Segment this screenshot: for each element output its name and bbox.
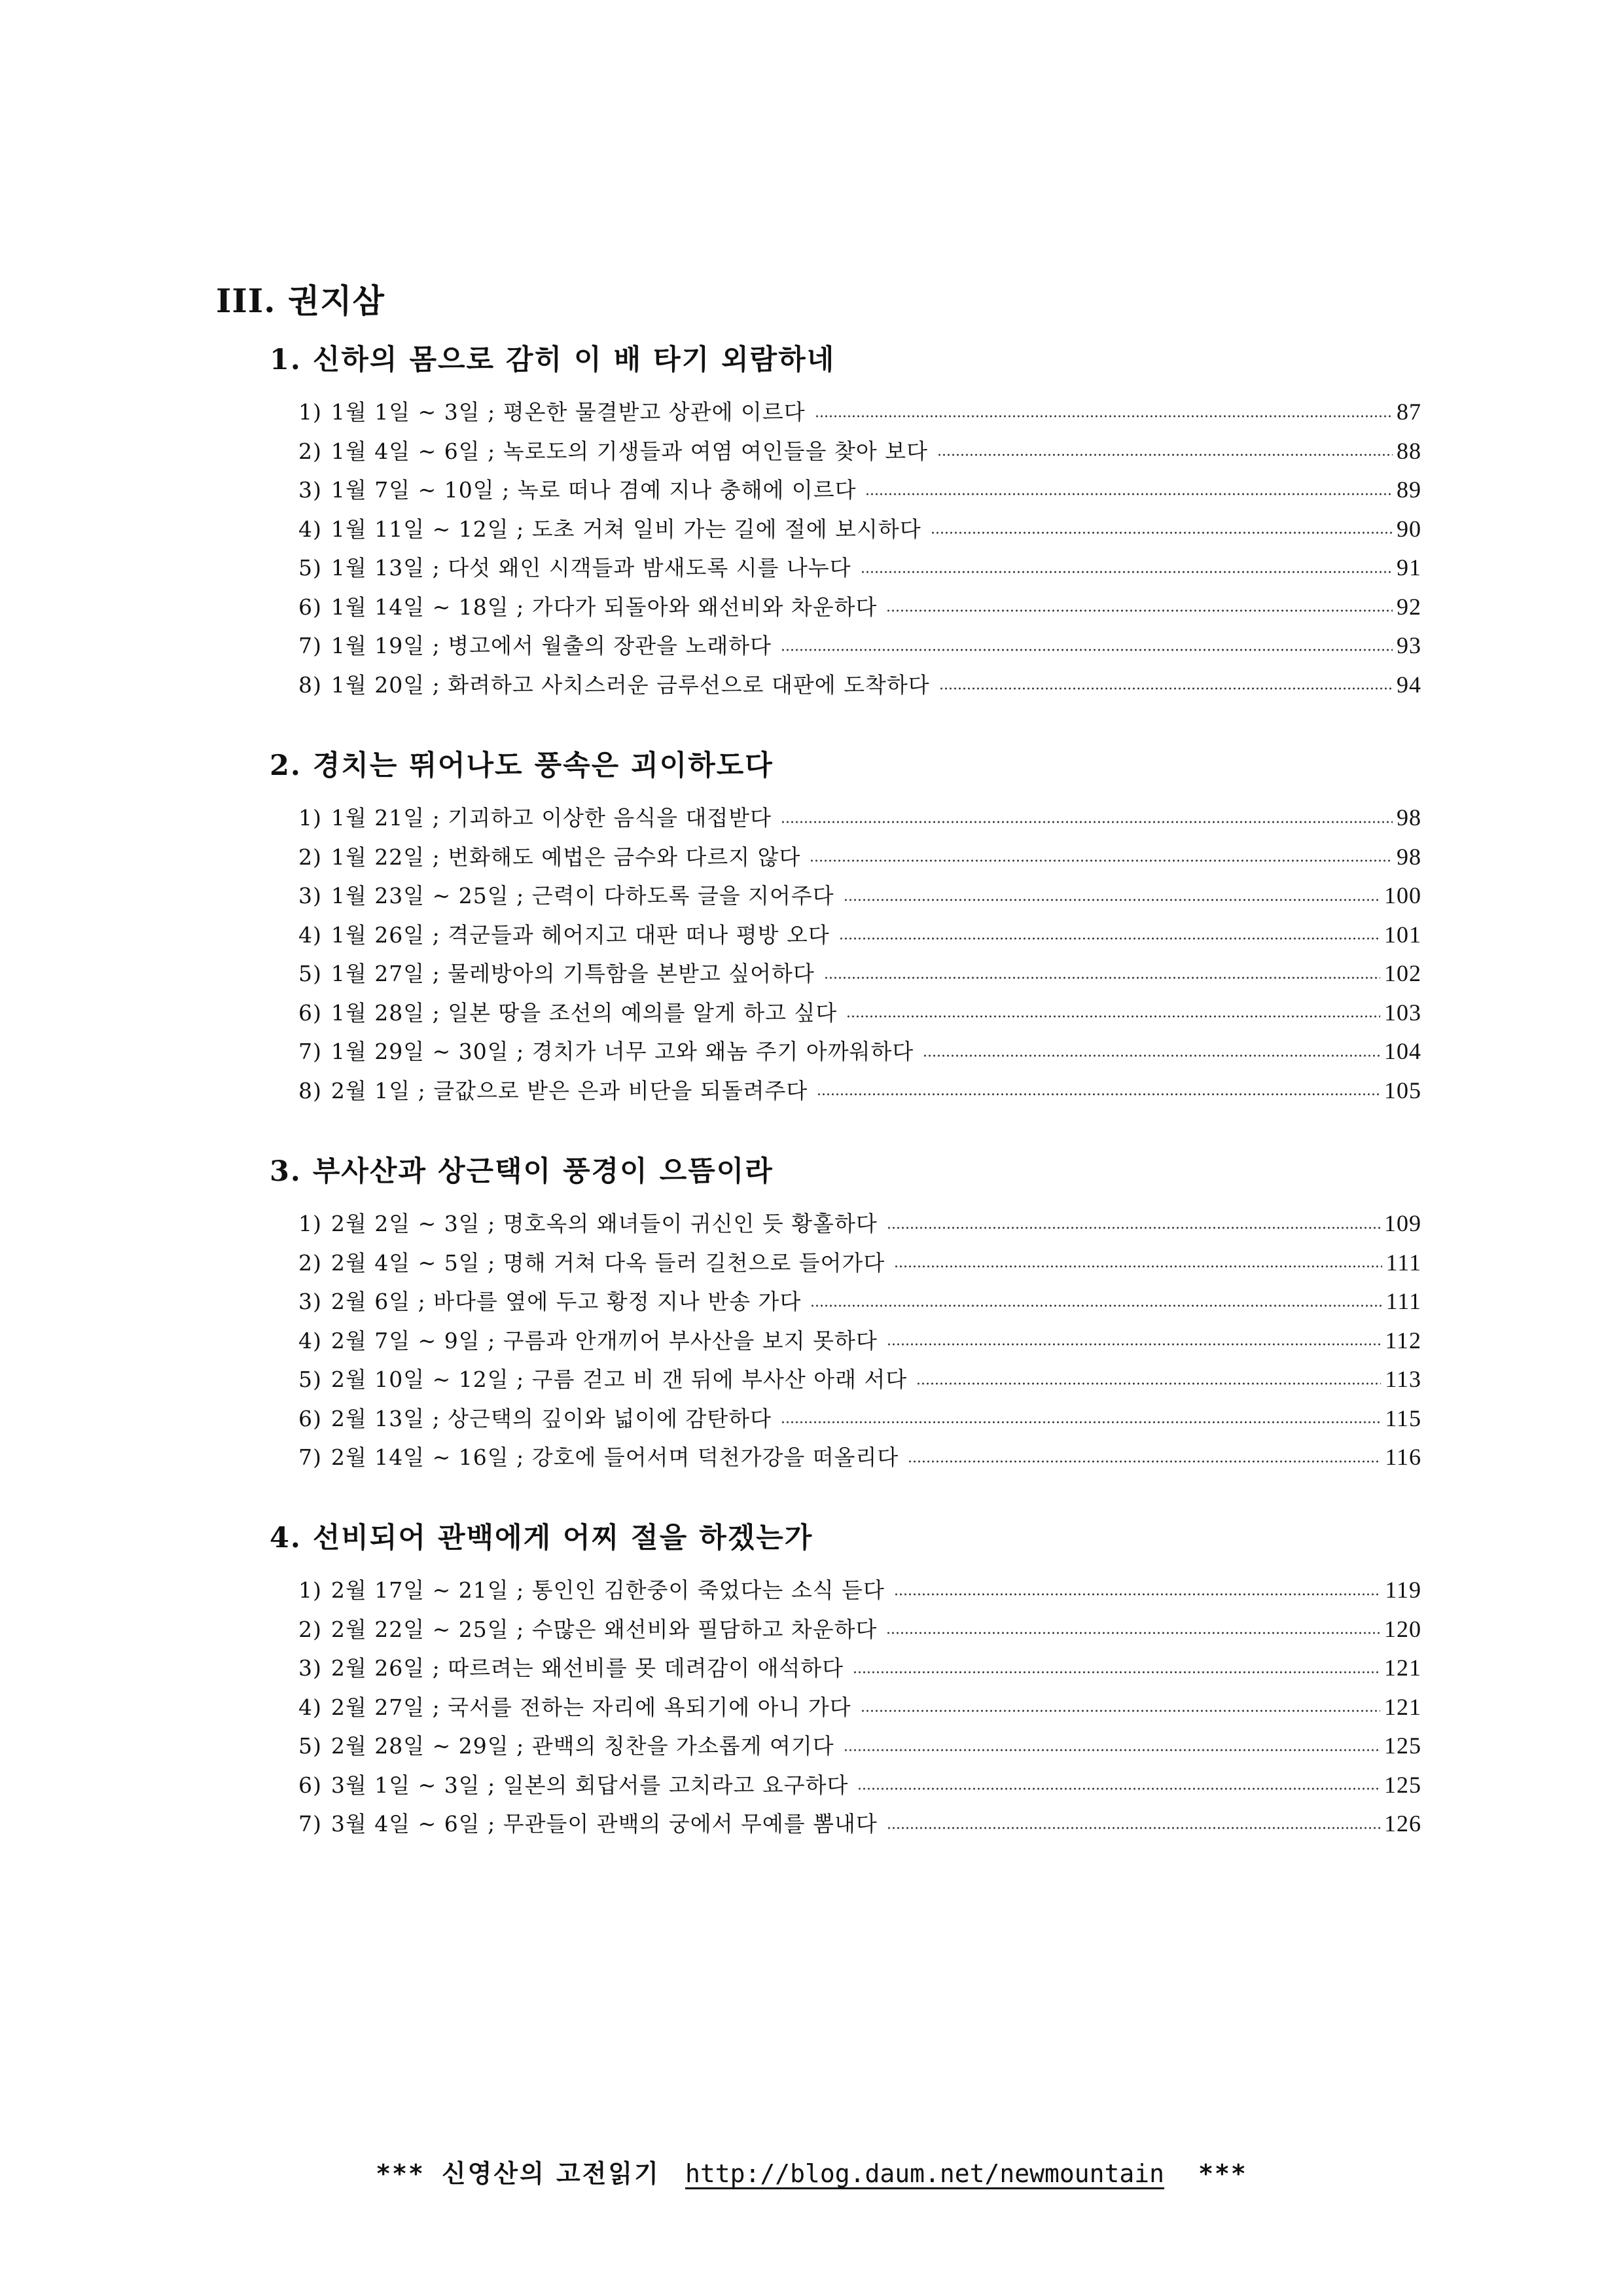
dot-leader [853,1671,1380,1674]
toc-entry-list [298,1204,1421,1477]
toc-entry [298,994,1421,1033]
entry-page-number: 92 [1397,593,1421,620]
toc-entry-list [298,393,1421,704]
entry-page-number: 115 [1385,1405,1421,1431]
entry-title: 2월 13일 ; 상근택의 깊이와 넓이에 감탄하다 [330,1405,772,1431]
toc-entry [298,588,1421,627]
entry-page-number: 100 [1384,882,1421,908]
entry-page-number: 125 [1384,1732,1421,1759]
entry-number: 3) [298,883,322,908]
entry-page-number: 104 [1384,1038,1421,1064]
entry-number: 4) [298,1694,322,1720]
toc-entry [298,393,1421,432]
entry-title: 1월 23일 ~ 25일 ; 근력이 다하도록 글을 지어주다 [330,883,834,908]
entry-title: 2월 2일 ~ 3일 ; 명호옥의 왜녀들이 귀신인 듯 황홀하다 [330,1211,878,1236]
entry-page-number: 126 [1384,1810,1421,1837]
entry-page-number: 93 [1397,632,1421,658]
entry-number: 2) [298,1249,322,1276]
dot-leader [931,531,1393,534]
page-footer [0,2153,1623,2189]
entry-number: 6) [298,594,322,620]
dot-leader [939,687,1393,690]
entry-number: 6) [298,1772,322,1798]
entry-title: 2월 7일 ~ 9일 ; 구름과 안개끼어 부사산을 보지 못하다 [330,1327,878,1354]
entry-page-number: 87 [1397,399,1421,425]
toc-entry [298,1804,1421,1844]
entry-number: 2) [298,438,322,464]
entry-number: 4) [298,516,322,542]
dot-leader [857,1787,1380,1790]
toc-entry [298,510,1421,549]
entry-title: 2월 1일 ; 글값으로 받은 은과 비단을 되돌려주다 [330,1077,808,1103]
entry-title: 1월 26일 ; 격군들과 헤어지고 대판 떠나 평방 오다 [330,922,830,948]
entry-page-number: 111 [1385,1249,1421,1276]
dot-leader [844,1749,1380,1751]
entry-number: 8) [298,672,322,698]
entry-number: 2) [298,1616,322,1642]
entry-page-number: 112 [1385,1327,1421,1354]
dot-leader [810,859,1393,862]
entry-number: 8) [298,1077,322,1103]
entry-number: 7) [298,633,322,658]
entry-number: 7) [298,1811,322,1837]
entry-page-number: 125 [1384,1771,1421,1798]
dot-leader [815,415,1393,418]
entry-page-number: 98 [1397,843,1421,870]
entry-number: 7) [298,1039,322,1064]
toc-entry [298,1399,1421,1439]
toc-section-1 [270,340,1421,704]
entry-page-number: 88 [1397,437,1421,464]
footer-stars-right: *** [1198,2159,1247,2188]
entry-number: 4) [298,1327,322,1354]
entry-page-number: 120 [1384,1615,1421,1642]
toc-entry [298,838,1421,877]
entry-title: 1월 27일 ; 물레방아의 기특함을 본받고 싶어하다 [330,961,815,986]
entry-number: 5) [298,961,322,986]
footer-blog-name: 신영산의 고전읽기 [441,2159,660,2188]
toc-section-3 [270,1152,1421,1477]
entry-number: 7) [298,1444,322,1470]
dot-leader [886,1632,1380,1634]
toc-entry [298,1438,1421,1477]
section-title: 4. 선비되어 관백에게 어찌 절을 하겠는가 [270,1522,813,1554]
dot-leader [861,1710,1380,1712]
dot-leader [861,571,1393,573]
entry-number: 3) [298,477,322,503]
entry-title: 1월 1일 ~ 3일 ; 평온한 물결받고 상관에 이르다 [330,399,806,425]
entry-page-number: 111 [1385,1288,1421,1314]
entry-title: 3월 1일 ~ 3일 ; 일본의 회답서를 고치라고 요구하다 [330,1772,849,1798]
entry-title: 1월 7일 ~ 10일 ; 녹로 떠나 겸예 지나 충해에 이르다 [330,477,857,503]
toc-entry-list [298,798,1421,1110]
footer-stars-left: *** [376,2159,425,2188]
toc-section-2 [270,746,1421,1110]
entry-page-number: 109 [1384,1210,1421,1236]
dot-leader [886,609,1393,612]
entry-page-number: 121 [1384,1655,1421,1681]
entry-title: 1월 22일 ; 번화해도 예법은 금수와 다르지 않다 [330,844,801,870]
dot-leader [824,977,1380,979]
dot-leader [923,1054,1380,1057]
toc-entry [298,666,1421,705]
toc-entry [298,1032,1421,1071]
dot-leader [937,454,1393,456]
entry-number: 6) [298,999,322,1026]
section-title: 3. 부사산과 상근택이 풍경이 으뜸이라 [270,1155,774,1188]
entry-title: 2월 26일 ; 따르려는 왜선비를 못 데려감이 애석하다 [330,1655,844,1681]
entry-page-number: 102 [1384,960,1421,986]
toc-entry [298,1360,1421,1399]
entry-page-number: 94 [1397,671,1421,698]
entry-number: 3) [298,1289,322,1314]
page-heading: III. 권지삼 [216,281,385,320]
entry-page-number: 105 [1384,1077,1421,1103]
entry-number: 4) [298,922,322,948]
dot-leader [916,1382,1381,1385]
entry-number: 2) [298,844,322,870]
toc-entry [298,471,1421,510]
entry-page-number: 116 [1385,1444,1421,1470]
entry-number: 1) [298,1211,322,1236]
entry-title: 1월 11일 ~ 12일 ; 도초 거쳐 일비 가는 길에 절에 보시하다 [330,516,921,542]
entry-title: 2월 22일 ~ 25일 ; 수많은 왜선비와 필담하고 차운하다 [330,1616,878,1642]
dot-leader [908,1460,1381,1463]
entry-title: 1월 14일 ~ 18일 ; 가다가 되돌아와 왜선비와 차운하다 [330,594,878,620]
entry-title: 2월 10일 ~ 12일 ; 구름 걷고 비 갠 뒤에 부사산 아래 서다 [330,1367,908,1392]
dot-leader [894,1265,1382,1268]
entry-page-number: 113 [1385,1366,1421,1392]
entry-number: 5) [298,1733,322,1759]
section-title: 2. 경치는 뛰어나도 풍속은 괴이하도다 [270,749,774,782]
dot-leader [781,1421,1381,1424]
dot-leader [887,1827,1380,1829]
dot-leader [817,1093,1380,1096]
entry-title: 2월 6일 ; 바다를 옆에 두고 황정 지나 반송 가다 [330,1289,802,1314]
toc-entry [298,916,1421,955]
dot-leader [781,649,1393,651]
toc-entry [298,876,1421,916]
section-title: 1. 신하의 몸으로 감히 이 배 타기 외람하네 [270,344,836,376]
toc-entry [298,1610,1421,1649]
entry-page-number: 119 [1385,1577,1421,1603]
entry-number: 1) [298,805,322,831]
entry-page-number: 98 [1397,804,1421,831]
entry-page-number: 89 [1397,476,1421,503]
entry-page-number: 121 [1384,1693,1421,1720]
entry-page-number: 101 [1384,921,1421,948]
toc-entry [298,1649,1421,1688]
toc-entry [298,1727,1421,1766]
toc-entry [298,1282,1421,1321]
dot-leader [781,821,1393,823]
dot-leader [865,493,1393,495]
entry-number: 3) [298,1655,322,1681]
dot-leader [839,937,1380,940]
blog-url-link[interactable]: http://blog.daum.net/newmountain [685,2159,1165,2188]
entry-title: 2월 17일 ~ 21일 ; 통인인 김한중이 죽었다는 소식 듣다 [330,1577,885,1603]
toc-entry [298,798,1421,838]
toc-entry [298,954,1421,994]
entry-title: 1월 13일 ; 다섯 왜인 시객들과 밤새도록 시를 나누다 [330,555,851,581]
entry-title: 1월 21일 ; 기괴하고 이상한 음식을 대접받다 [330,805,772,831]
entry-number: 5) [298,555,322,581]
entry-title: 2월 4일 ~ 5일 ; 명해 거쳐 다옥 들러 길천으로 들어가다 [330,1249,885,1276]
toc-entry [298,548,1421,588]
entry-title: 2월 28일 ~ 29일 ; 관백의 칭찬을 가소롭게 여기다 [330,1733,834,1759]
entry-number: 6) [298,1405,322,1431]
entry-number: 5) [298,1367,322,1392]
entry-title: 1월 4일 ~ 6일 ; 녹로도의 기생들과 여염 여인들을 찾아 보다 [330,438,928,464]
entry-title: 1월 29일 ~ 30일 ; 경치가 너무 고와 왜놈 주기 아까워하다 [330,1039,914,1064]
toc-entry [298,1688,1421,1727]
dot-leader [810,1304,1382,1307]
toc-section-4 [270,1518,1421,1844]
toc-entry [298,1571,1421,1610]
dot-leader [846,1015,1380,1018]
toc-entry [298,626,1421,666]
entry-title: 1월 20일 ; 화려하고 사치스러운 금루선으로 대판에 도착하다 [330,672,930,698]
entry-title: 2월 27일 ; 국서를 전하는 자리에 욕되기에 아니 가다 [330,1694,851,1720]
dot-leader [844,899,1380,901]
entry-page-number: 90 [1397,515,1421,542]
entry-title: 2월 14일 ~ 16일 ; 강호에 들어서며 덕천가강을 떠올리다 [330,1444,899,1470]
entry-title: 1월 28일 ; 일본 땅을 조선의 예의를 알게 하고 싶다 [330,999,838,1026]
entry-title: 1월 19일 ; 병고에서 월출의 장관을 노래하다 [330,633,772,658]
dot-leader [887,1227,1380,1229]
toc-entry [298,1244,1421,1283]
toc-entry [298,1766,1421,1805]
entry-number: 1) [298,399,322,425]
toc-entry [298,1321,1421,1361]
dot-leader [887,1343,1382,1346]
toc-entry [298,1204,1421,1244]
toc-entry [298,1071,1421,1111]
entry-number: 1) [298,1577,322,1603]
entry-title: 3월 4일 ~ 6일 ; 무관들이 관백의 궁에서 무예를 뽐내다 [330,1811,878,1837]
entry-page-number: 91 [1397,554,1421,581]
toc-entry-list [298,1571,1421,1844]
entry-page-number: 103 [1384,999,1421,1026]
toc-entry [298,432,1421,471]
dot-leader [894,1593,1381,1596]
